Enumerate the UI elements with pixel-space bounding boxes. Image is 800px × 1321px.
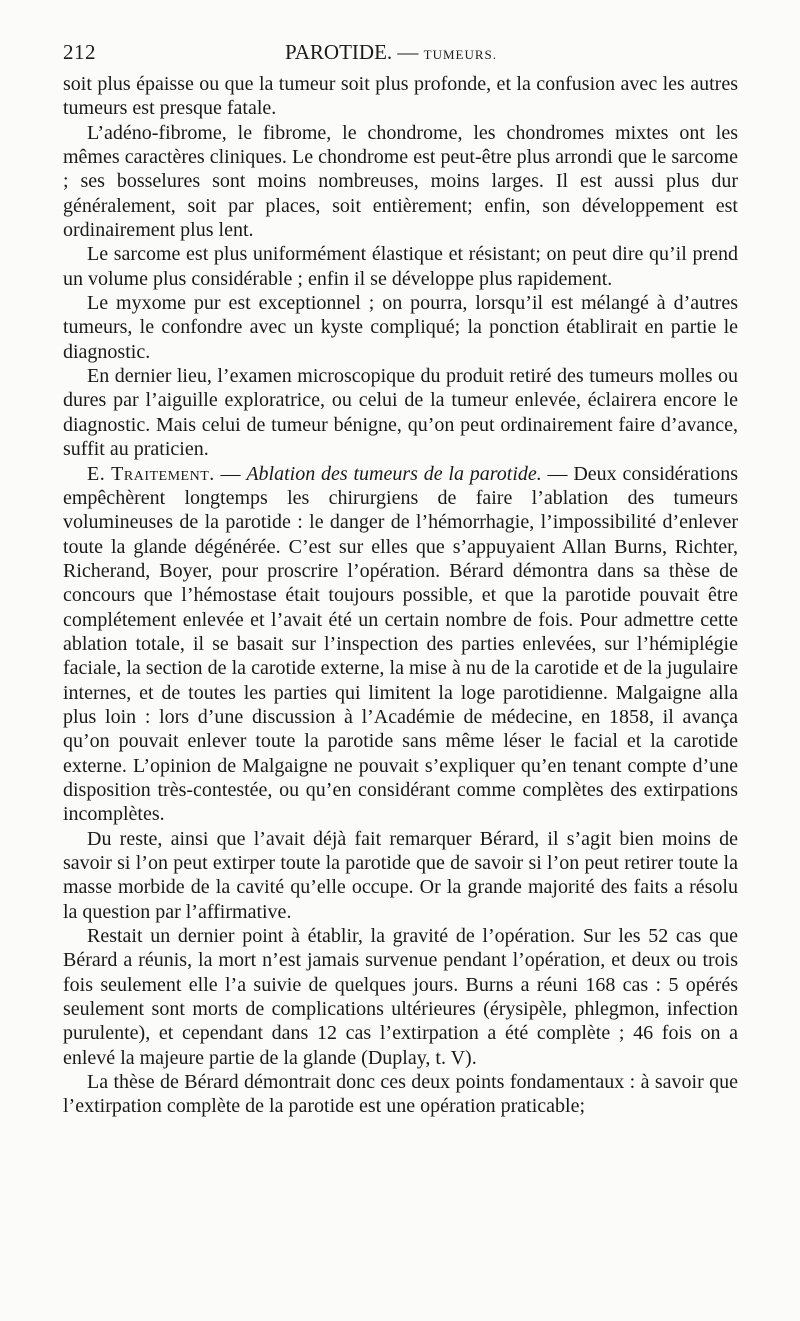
paragraph-treatment (63, 462, 738, 827)
paragraph: Le sarcome est plus uniformément élastique et résistant; on peut dire qu’il prend un volume plus considérable ; enfin il se développe plus rapidement. (63, 243, 738, 290)
running-header (63, 40, 738, 70)
paragraph: soit plus épaisse ou que la tumeur soit plus profonde, et la confusion avec les autres tumeurs est presque fatale. (63, 73, 738, 120)
body-text (63, 72, 738, 1119)
running-title (285, 40, 497, 65)
paragraph: Restait un dernier point à établir, la gravité de l’opération. Sur les 52 cas que Bérard a réunis, la mort n’est jamais survenue pendant l’opération, et deux ou trois fois seulement elle l’a suivie de quelques jours. Burns a réuni 168 cas : 5 opérés seulement sont morts de complications ultérieures (érysipèle, phlegmon, infection purulente), et cependant dans 12 cas l’extirpation a été complète ; 46 fois on a enlevé la majeure partie de la glande (Duplay, t. V). (63, 925, 738, 1069)
page-number: 212 (63, 40, 96, 64)
paragraph: La thèse de Bérard démontrait donc ces deux points fondamentaux : à savoir que l’extirpation complète de la parotide est une opération praticable; (63, 1071, 738, 1118)
paragraph: Du reste, ainsi que l’avait déjà fait remarquer Bérard, il s’agit bien moins de savoir si l’on peut extirper toute la parotide que de savoir si l’on peut retirer toute la masse morbide de la cavité qu’elle occupe. Or la grande majorité des faits a résolu la question par l’affirmative. (63, 827, 738, 923)
running-title-section: TUMEURS. (423, 47, 498, 62)
paragraph: L’adéno-fibrome, le fibrome, le chondrome, les chondromes mixtes ont les mêmes caractères cliniques. Le chondrome est peut-être plus arrondi que le sarcome ; ses bosselures sont moins nombreuses, moins larges. Il est aussi plus dur généralement, soit par places, soit entièrement; enfin, son développement est ordinairement plus lent. (63, 121, 738, 242)
running-title-main: PAROTIDE. — (285, 40, 419, 64)
section-dash: — (214, 462, 247, 485)
paragraph: En dernier lieu, l’examen microscopique du produit retiré des tumeurs molles ou dures par l’aiguille exploratrice, ou celui de la tumeur enlevée, éclairera encore le diagnostic. Mais celui de tumeur bénigne, qu’on peut ordinairement faire d’avance, suffit au praticien. (63, 365, 738, 461)
section-title: Ablation des tumeurs de la parotide. (246, 462, 542, 485)
paragraph: Le myxome pur est exceptionnel ; on pourra, lorsqu’il est mélangé à d’autres tumeurs, le confondre avec un kyste compliqué; la ponction établirait en partie le diagnostic. (63, 292, 738, 363)
section-label: E. Traitement. (87, 462, 215, 485)
section-text: — Deux considérations empêchèrent longtemps les chirurgiens de faire l’ablation des tumeurs volumineuses de la parotide : le danger de l’hémorrhagie, l’impossibilité d’enlever toute la glande dégénérée. C’est sur elles que s’appuyaient Allan Burns, Richter, Richerand, Boyer, pour proscrire l’opération. Bérard démontra dans sa thèse de concours que l’hémostase était toujours possible, et que la parotide pouvait être complétement enlevée et l’avait été un certain nombre de fois. Pour admettre cette ablation totale, il se basait sur l’inspection des parties enlevées, sur l’hémiplégie faciale, la section de la carotide externe, la mise à nu de la carotide et de la jugulaire internes, et de toutes les parties qui limitent la loge parotidienne. Malgaigne alla plus loin : lors d’une discussion à l’Académie de médecine, en 1858, il avança qu’on pouvait enlever toute la parotide sans même léser le facial et la carotide externe. L’opinion de Malgaigne ne pouvait s’expliquer qu’en tenant compte d’une disposition très-contestée, ou qu’en considérant comme complètes des extirpations incomplètes. (63, 462, 738, 826)
